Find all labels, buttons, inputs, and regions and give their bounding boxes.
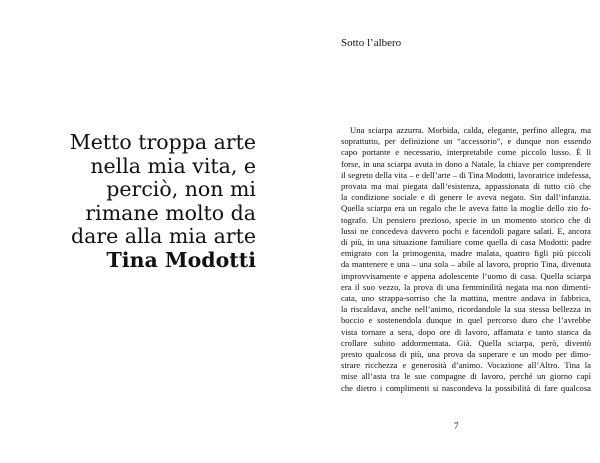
text-line: provata ma mai piegata dall’esistenza, appassionata di tutto ciò che — [341, 181, 591, 192]
text-line: la condizione sociale e di genere le aveva negato. Sin dall’infanzia. — [341, 192, 591, 203]
text-line: da mantenere e una – una sola – abile al lavoro, proprio Tina, divenuta — [341, 259, 591, 270]
quote-author: Tina Modotti — [106, 247, 256, 272]
text-line: tografo. Un pensiero prezioso, specie in un momento storico che di — [341, 214, 591, 225]
text-line: strare ricchezza e generosità d’animo. Vocazione all’Altro. Tina la — [341, 360, 591, 371]
text-line: che dietro i complimenti si nascondeva la possibilità di fare qualcosa — [341, 382, 591, 393]
text-line: mise all’asta tra le sue compagne di lavoro, perché un giorno capì — [341, 371, 591, 382]
text-line: Quella sciarpa era un regalo che le aveva fatto la moglie dello zio fo- — [341, 203, 591, 214]
text-line: di più, in una situazione familiare come quella di casa Modotti: padre — [341, 237, 591, 248]
text-line: il segreto della vita – e dell’arte – di Tina Modotti, lavoratrice indefessa, — [341, 169, 591, 180]
text-line: Una sciarpa azzurra. Morbida, calda, elegante, perfino allegra, ma — [350, 125, 591, 135]
running-head: Sotto l’albero — [341, 37, 402, 49]
quote-line: rimane molto da — [85, 200, 256, 225]
quote-line: dare alla mia arte — [71, 224, 256, 248]
text-line: capo portante e necessario, interpretabile come piccolo lusso. È lì — [341, 147, 591, 158]
text-line: forse, in una sciarpa avuta in dono a Natale, la chiave per comprendere — [341, 158, 591, 169]
text-line: cata, uno strappa-sorriso che la mattina, mentre andava in fabbrica, — [341, 293, 591, 304]
quote-line: Metto troppa arte — [69, 130, 256, 154]
text-line: la riscaldava, anche nell’animo, ricordandole la sua stessa bellezza in — [341, 304, 591, 315]
epigraph-quote — [26, 131, 256, 272]
text-line: soprattutto, per definizione un “accessorio”, e dunque non essendo — [341, 136, 591, 147]
text-line: presto qualcosa di più, una prova da superare e un modo per dimo- — [341, 349, 591, 360]
quote-line: perciò, non mi — [106, 177, 256, 201]
text-line: boccio e sostenendola dunque in quel percorso duro che l’avrebbe — [341, 315, 591, 326]
page-number: 7 — [454, 421, 459, 431]
text-line: vista tornare a sera, dopo ore di lavoro, affamata e tanto stanca da — [341, 326, 591, 337]
right-page — [300, 0, 600, 463]
text-line: lussi ne concedeva davvero pochi e facendoli pagare salati. E, ancora — [341, 225, 591, 236]
text-line: era il suo vezzo, la prova di una femminilità negata ma non dimenti- — [341, 281, 591, 292]
quote-line: nella mia vita, e — [90, 153, 256, 178]
body-text — [341, 125, 591, 394]
text-line: improvvisamente e appena adolescente l’uomo di casa. Quella sciarpa — [341, 270, 591, 281]
text-line: crollare subito addormentata. Già. Quella sciarpa, però, diventò — [341, 337, 591, 348]
text-line: emigrato con la primogenita, madre malata, quattro figli più piccoli — [341, 248, 591, 259]
